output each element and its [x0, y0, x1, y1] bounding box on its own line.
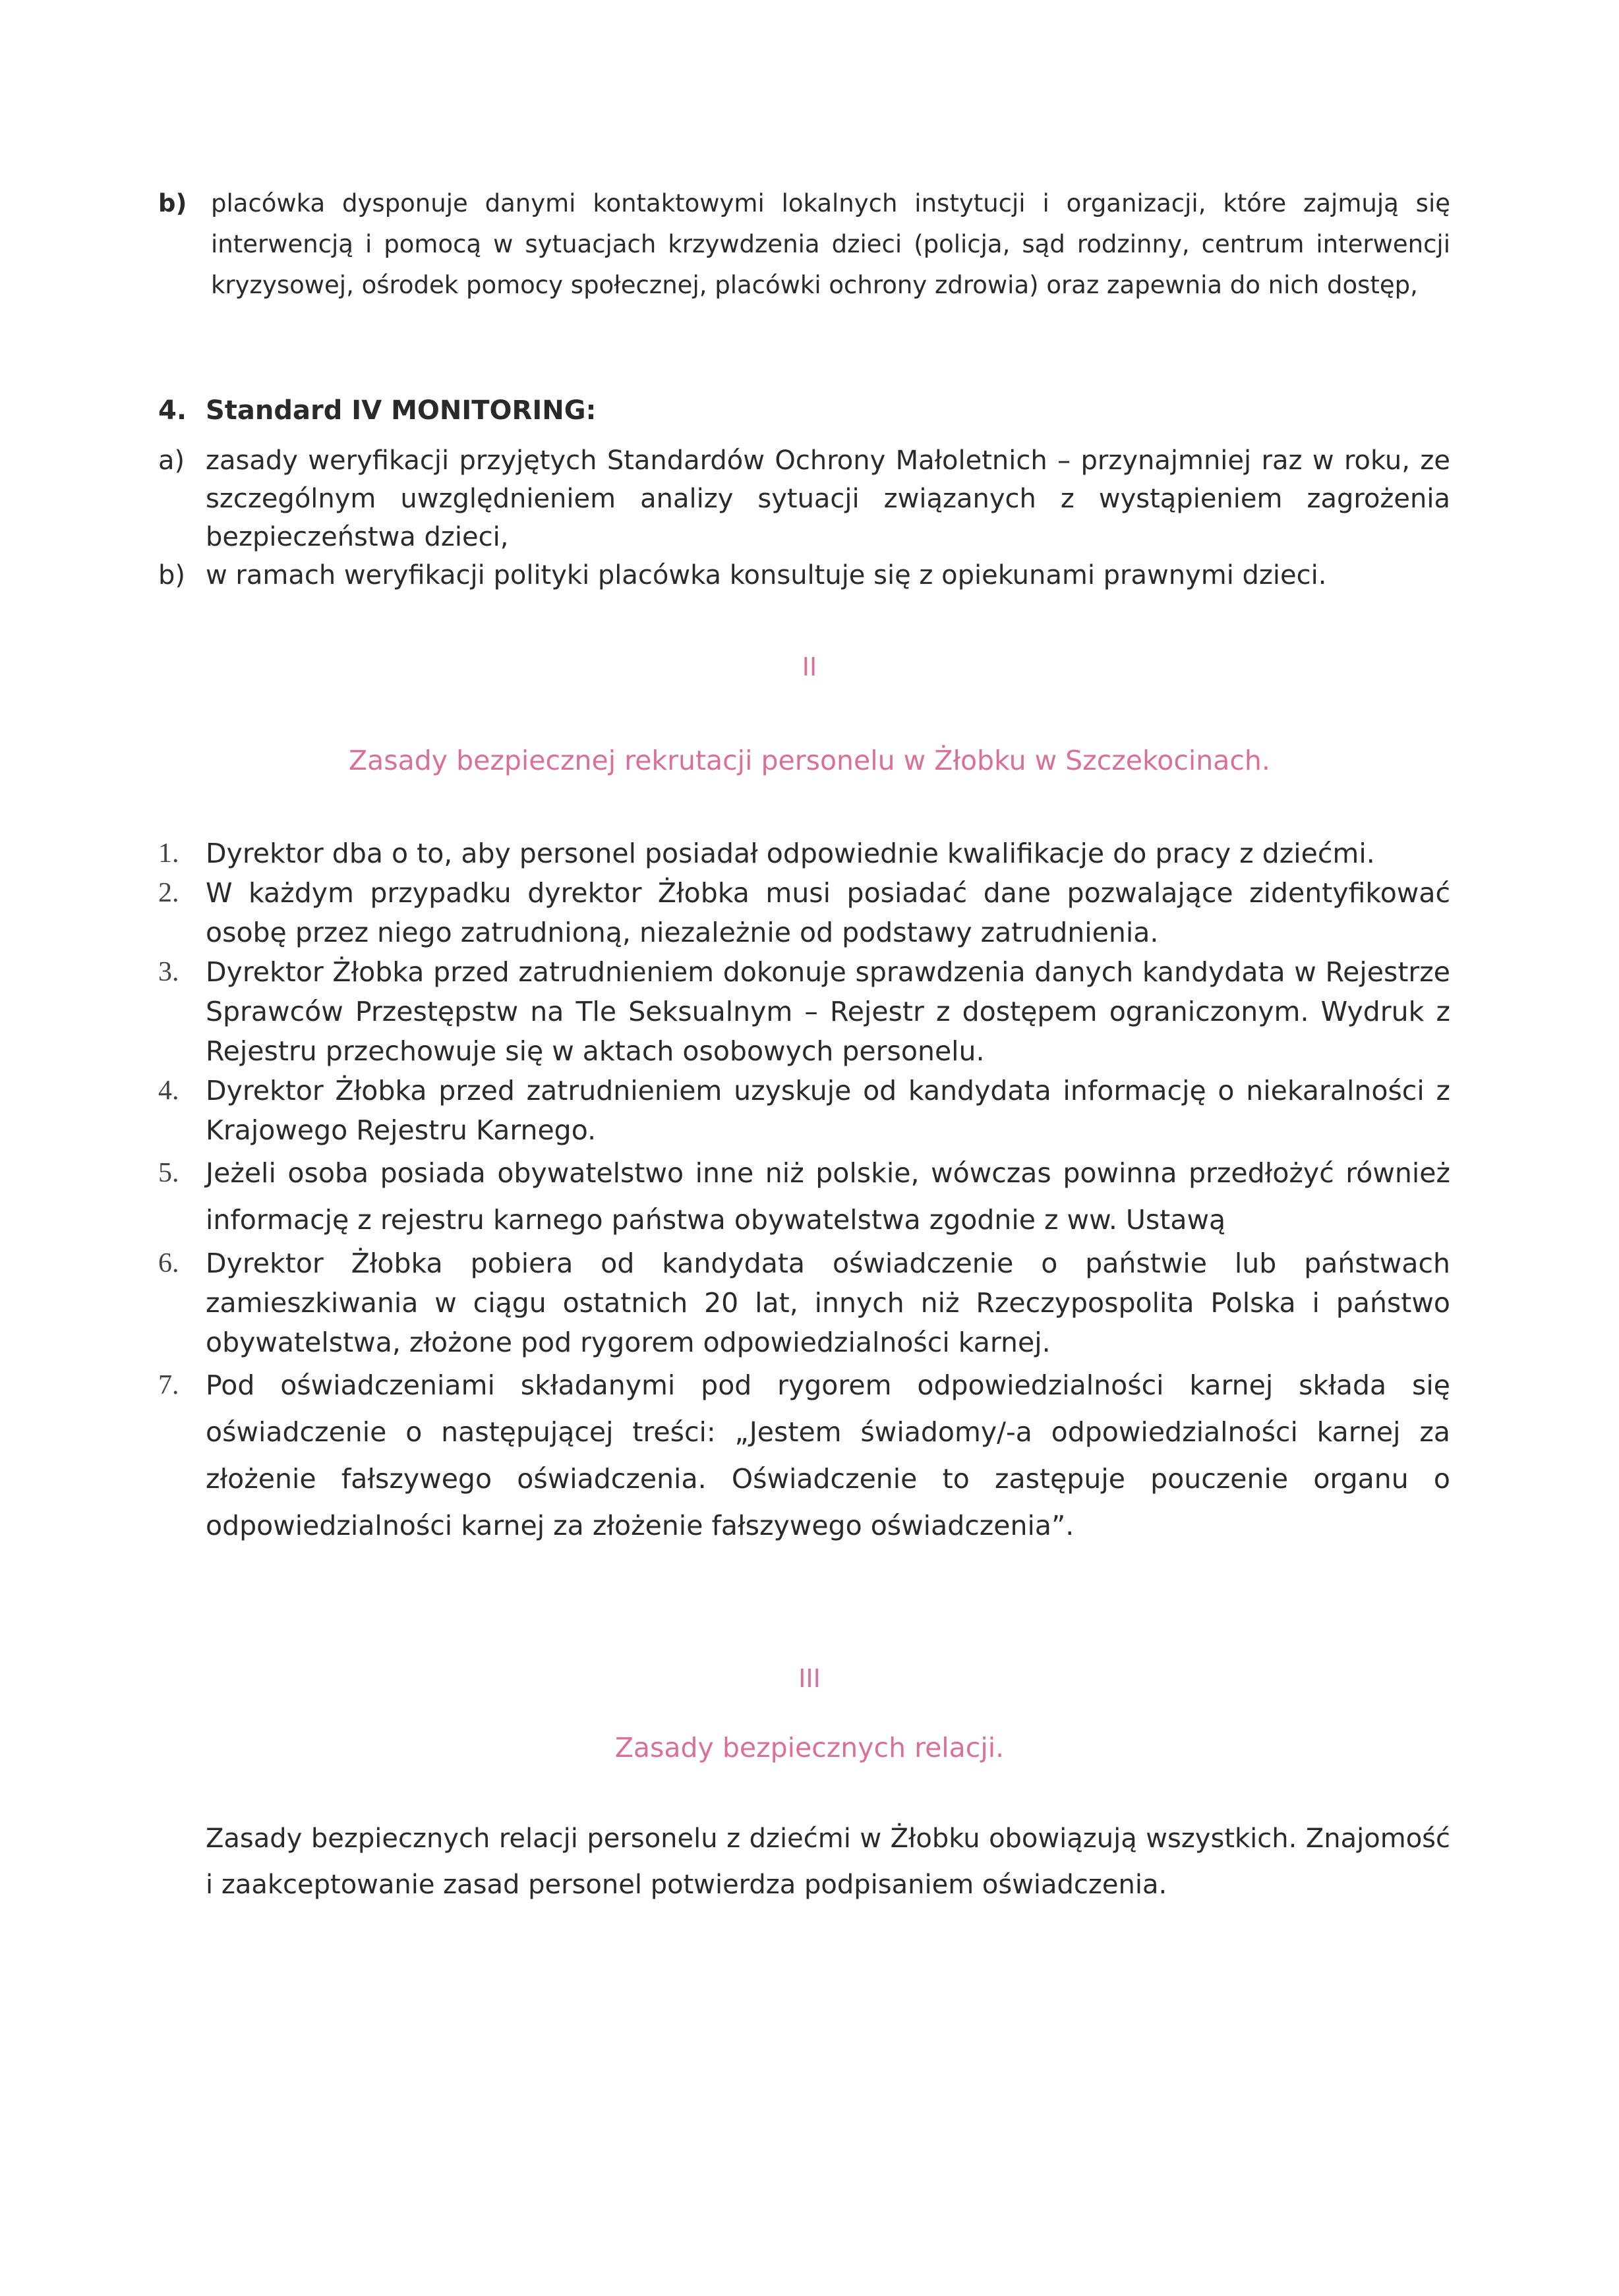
list-item [158, 834, 1450, 873]
closing-paragraph: Zasady bezpiecznych relacji personelu z dziećmi w Żłobku obowiązują wszystkich. Znajomość i zaakceptowanie zasad personel potwierdza podpisaniem oświadczenia. [206, 1823, 1450, 1900]
standard-heading [158, 395, 1450, 426]
list-item [158, 556, 1450, 594]
item-label: 7. [158, 1370, 179, 1400]
item-text: W każdym przypadku dyrektor Żłobka musi posiadać dane pozwalające zidentyfikować osobę przez niego zatrudnioną, niezależnie od podstawy zatrudnienia. [206, 877, 1450, 948]
section-title: Zasady bezpiecznej rekrutacji personelu w Żłobku w Szczekocinach. [349, 745, 1270, 776]
section-number: III [798, 1664, 821, 1693]
section-number: II [802, 652, 817, 681]
text-line: interwencją i pomocą w sytuacjach krzywdzenia dzieci (policja, sąd rodzinny, centrum interwencji [211, 230, 1450, 258]
item-label: 4. [158, 1076, 179, 1106]
item-text: Dyrektor Żłobka pobiera od kandydata oświadczenie o państwie lub państwach zamieszkiwania w ciągu ostatnich 20 lat, innych niż Rzeczypospolita Polska i państwo obywatelstwa, złożone pod rygorem odpowiedzialności karnej. [206, 1248, 1450, 1358]
list-item [158, 1362, 1450, 1549]
section-b [158, 183, 1450, 306]
item-text: Jeżeli osoba posiada obywatelstwo inne niż polskie, wówczas powinna przedłożyć również informację z rejestru karnego państwa obywatelstwa zgodnie z ww. Ustawą [206, 1157, 1450, 1236]
section-title: Zasady bezpiecznych relacji. [614, 1732, 1005, 1764]
item-label: a) [158, 445, 185, 476]
item-text: Pod oświadczeniami składanymi pod rygorem odpowiedzialności karnej składa się oświadczenie o następującej treści: „Jestem świadomy/-a odpowiedzialności karnej za złożenie fałszywego oświadczenia. Oświadczenie to zastępuje pouczenie organu o odpowiedzialności karnej za złożenie fałszywego oświadczenia”. [206, 1369, 1450, 1541]
text-line: placówka dysponuje danymi kontaktowymi lokalnych instytucji i organizacji, które zajmują się [211, 189, 1450, 217]
item-label: 1. [158, 838, 179, 869]
list-item [158, 1150, 1450, 1244]
item-label: b) [158, 189, 187, 217]
item-label: 2. [158, 878, 179, 908]
text-line: kryzysowej, ośrodek pomocy społecznej, placówki ochrony zdrowia) oraz zapewnia do nich dostęp, [211, 271, 1418, 299]
item-text: w ramach weryfikacji polityki placówka konsultuje się z opiekunami prawnymi dzieci. [206, 560, 1327, 590]
item-label: 5. [158, 1158, 179, 1188]
list-item [158, 442, 1450, 556]
standard-list [158, 442, 1450, 594]
standard-number: 4. [158, 395, 187, 426]
list-item [158, 952, 1450, 1071]
item-text: Dyrektor dba o to, aby personel posiadał odpowiednie kwalifikacje do pracy z dziećmi. [206, 838, 1375, 869]
list-item [158, 1244, 1450, 1362]
item-label: 6. [158, 1248, 179, 1278]
standard-title: Standard IV MONITORING: [206, 395, 597, 426]
item-label: 3. [158, 957, 179, 987]
item-text: zasady weryfikacji przyjętych Standardów Ochrony Małoletnich – przynajmniej raz w roku, ze szczególnym uwzględnieniem analizy sytuacji związanych z wystąpieniem zagrożenia bezpieczeństwa dzieci, [206, 445, 1450, 552]
item-text: Dyrektor Żłobka przed zatrudnieniem dokonuje sprawdzenia danych kandydata w Rejestrze Sprawców Przestępstw na Tle Seksualnym – Rejestr z dostępem ograniczonym. Wydruk z Rejestru przechowuje się w aktach osobowych personelu. [206, 956, 1450, 1067]
recruitment-list [158, 834, 1450, 1549]
item-label: b) [158, 560, 185, 590]
item-text: Dyrektor Żłobka przed zatrudnieniem uzyskuje od kandydata informację o niekaralności z Krajowego Rejestru Karnego. [206, 1075, 1450, 1146]
list-item [158, 873, 1450, 952]
list-item [158, 1071, 1450, 1150]
